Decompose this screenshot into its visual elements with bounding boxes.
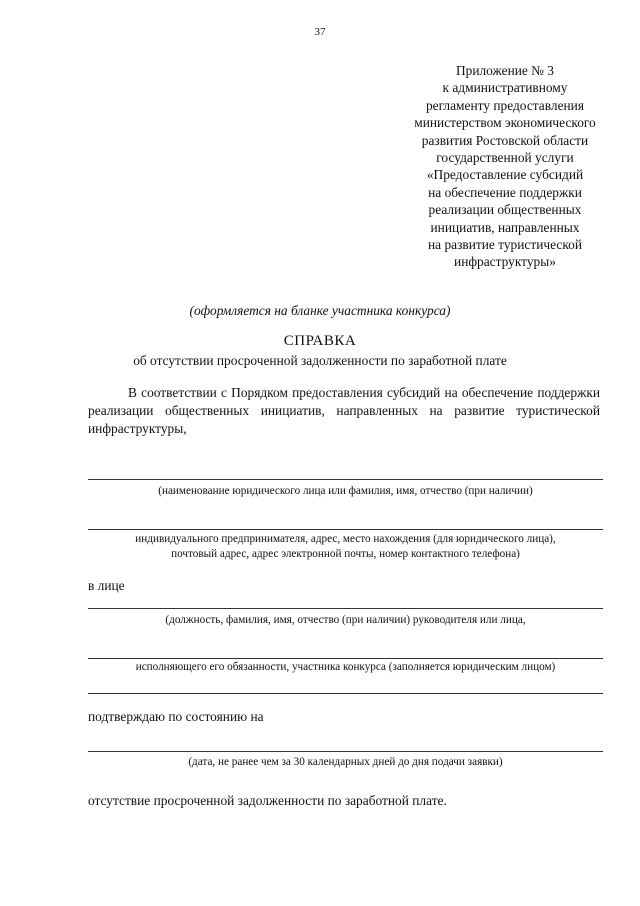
appendix-line: инфраструктуры»: [454, 254, 556, 270]
date-caption: (дата, не ранее чем за 30 календарных дней до дня подачи заявки): [188, 756, 503, 768]
in-person-label: в лице: [88, 578, 125, 593]
appendix-line: регламенту предоставления: [425, 97, 584, 113]
date-line[interactable]: [88, 751, 603, 752]
body-paragraph: [88, 384, 600, 438]
page-number: 37: [314, 26, 326, 38]
closing-text: отсутствие просроченной задолженности по заработной плате.: [88, 793, 447, 808]
applicant-name-caption: (наименование юридического лица или фамилия, имя, отчество (при наличии): [158, 485, 533, 497]
appendix-line: развития Ростовской области: [421, 132, 589, 148]
appendix-line: министерством экономического: [414, 115, 596, 131]
appendix-line: «Предоставление субсидий: [426, 167, 584, 183]
form-note: (оформляется на бланке участника конкурса): [189, 303, 451, 318]
appendix-line: Приложение № 3: [455, 63, 555, 78]
appendix-line: на обеспечение поддержки: [428, 184, 582, 200]
appendix-line: к административному: [442, 80, 568, 96]
appendix-header: [380, 62, 630, 271]
document-subtitle: об отсутствии просроченной задолженности по заработной плате: [133, 353, 507, 368]
applicant-details-caption-1: индивидуального предпринимателя, адрес, место нахождения (для юридического лица),: [135, 533, 556, 545]
representative-line[interactable]: [88, 608, 603, 609]
appendix-line: инициатив, направленных: [430, 219, 580, 235]
applicant-details-caption-2: почтовый адрес, адрес электронной почты, номер контактного телефона): [171, 548, 520, 560]
representative-caption-1: (должность, фамилия, имя, отчество (при наличии) руководителя или лица,: [165, 614, 526, 626]
appendix-line: реализации общественных: [428, 202, 582, 218]
representative-caption-2: исполняющего его обязанности, участника конкурса (заполняется юридическим лицом): [135, 661, 556, 673]
appendix-line: государственной услуги: [436, 150, 574, 166]
extra-line[interactable]: [88, 693, 603, 694]
body-text: В соответствии с Порядком предоставления субсидий на обеспечение поддержки реализации общественных инициатив, направленных на развитие туристической инфраструктуры,: [88, 385, 600, 436]
applicant-name-line[interactable]: [88, 479, 603, 480]
appendix-line: на развитие туристической: [427, 237, 583, 253]
confirm-label: подтверждаю по состоянию на: [88, 709, 264, 724]
representative-line-2[interactable]: [88, 658, 603, 659]
applicant-details-line[interactable]: [88, 529, 603, 530]
document-title: СПРАВКА: [283, 333, 357, 349]
